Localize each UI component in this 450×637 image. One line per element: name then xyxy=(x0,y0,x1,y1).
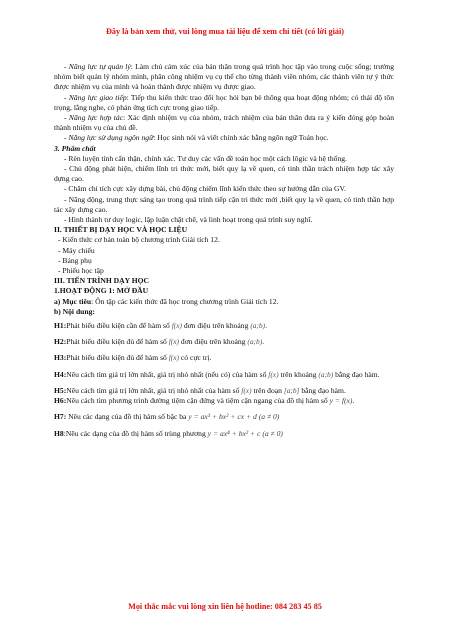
question-h8: H8:Nêu các dạng của đồ thị hàm số trùng phương y = ax⁴ + bx² + c (a ≠ 0) xyxy=(54,428,283,438)
quality-item: - Chủ động phát hiện, chiếm lĩnh tri thức mới, biết quy lạ về quen, có tinh thần trách nhiệm hợp tác xây dựng cao. xyxy=(54,164,394,184)
capability-item: - Năng lực giao tiếp: Tiếp thu kiến thức trao đổi học hỏi bạn bè thông qua hoạt động nhóm; có thái độ tôn trọng, lắng nghe, có phản ứng tích cực trong giao tiếp. xyxy=(54,92,394,112)
hotline-banner: Mọi thắc mắc vui lòng xin liên hệ hotline: 084 283 45 85 xyxy=(128,602,322,611)
list-item: - Bảng phụ xyxy=(58,255,92,265)
question-h6: H6:Nêu cách tìm phương trình đường tiệm cận đứng và tiệm cận ngang của đồ thị hàm số y = f(x). xyxy=(54,396,355,406)
section-heading: II. THIẾT BỊ DẠY HỌC VÀ HỌC LIỆU xyxy=(54,225,188,235)
quality-item: - Hình thành tư duy logic, lập luận chặt chẽ, và linh hoạt trong quá trình suy nghĩ. xyxy=(64,215,313,225)
section-heading: III. TIẾN TRÌNH DẠY HỌC xyxy=(54,276,150,286)
quality-item: - Năng động, trung thực sáng tạo trong quá trình tiếp cận tri thức mới ,biết quy lạ về quen, có tinh thần hợp tác xây dựng cao. xyxy=(54,194,394,214)
capability-item: - Năng lực hợp tác: Xác định nhiệm vụ của nhóm, trách nhiệm của bản thân đưa ra ý kiến đóng góp hoàn thành nhiệm vụ của chủ đề. xyxy=(54,113,394,133)
quality-item: - Chăm chỉ tích cực xây dựng bài, chủ động chiếm lĩnh kiến thức theo sự hướng dẫn của GV. xyxy=(64,184,346,194)
question-h4: H4:Nêu cách tìm giá trị lớn nhất, giá trị nhỏ nhất (nếu có) của hàm số f(x) trên khoảng (a;b) bằng đạo hàm. xyxy=(54,369,380,379)
question-h2: H2:Phát biểu điều kiện đủ để hàm số f(x) đơn điệu trên khoảng (a;b). xyxy=(54,337,265,347)
question-h1: H1:Phát biểu điều kiện cần để hàm số f(x) đơn điệu trên khoảng (a;b). xyxy=(54,321,267,331)
capability-item: - Năng lực sử dụng ngôn ngữ: Học sinh nói và viết chính xác bằng ngôn ngữ Toán học. xyxy=(64,133,329,143)
objective: a) Mục tiêu: Ôn tập các kiến thức đã học trong chương trình Giải tích 12. xyxy=(54,296,279,306)
preview-banner: Đây là bản xem thử, vui lòng mua tài liệu để xem chi tiết (có lời giải) xyxy=(105,27,344,36)
list-item: - Kiến thức cơ bản toàn bộ chương trình Giải tích 12. xyxy=(58,235,220,245)
question-h3: H3:Phát biểu điều kiện đủ để hàm số f(x) có cực trị. xyxy=(54,353,212,363)
quality-item: - Rèn luyện tính cẩn thận, chính xác. Tư duy các vấn đề toán học một cách lôgic và hệ thống. xyxy=(64,153,347,163)
document-body xyxy=(54,62,394,439)
activity-heading: 1.HOẠT ĐỘNG 1: MỞ ĐẦU xyxy=(54,286,149,296)
capability-item: - Năng lực tự quản lý: Làm chủ cảm xúc của bản thân trong quá trình học tập vào trong cuộc sống; trưởng nhóm biết quản lý nhóm mình, phân công nhiệm vụ cụ thể cho từng thành viên nhóm, các thành viên tự ý thức được nhiệm vụ của mình và hoàn thành được nhiệm vụ được giao. xyxy=(54,62,394,92)
question-h7: H7: Nêu các dạng của đồ thị hàm số bậc ba y = ax³ + bx² + cx + d (a ≠ 0) xyxy=(54,412,280,422)
content-label: b) Nội dung: xyxy=(54,306,95,316)
list-item: - Máy chiếu xyxy=(58,245,95,255)
list-item: - Phiếu học tập xyxy=(58,266,104,276)
question-h5: H5:Nêu cách tìm giá trị lớn nhất, giá trị nhỏ nhất của hàm số f(x) trên đoạn [a;b] bằng đạo hàm. xyxy=(54,385,346,395)
section-heading: 3. Phẩm chất xyxy=(54,143,96,153)
